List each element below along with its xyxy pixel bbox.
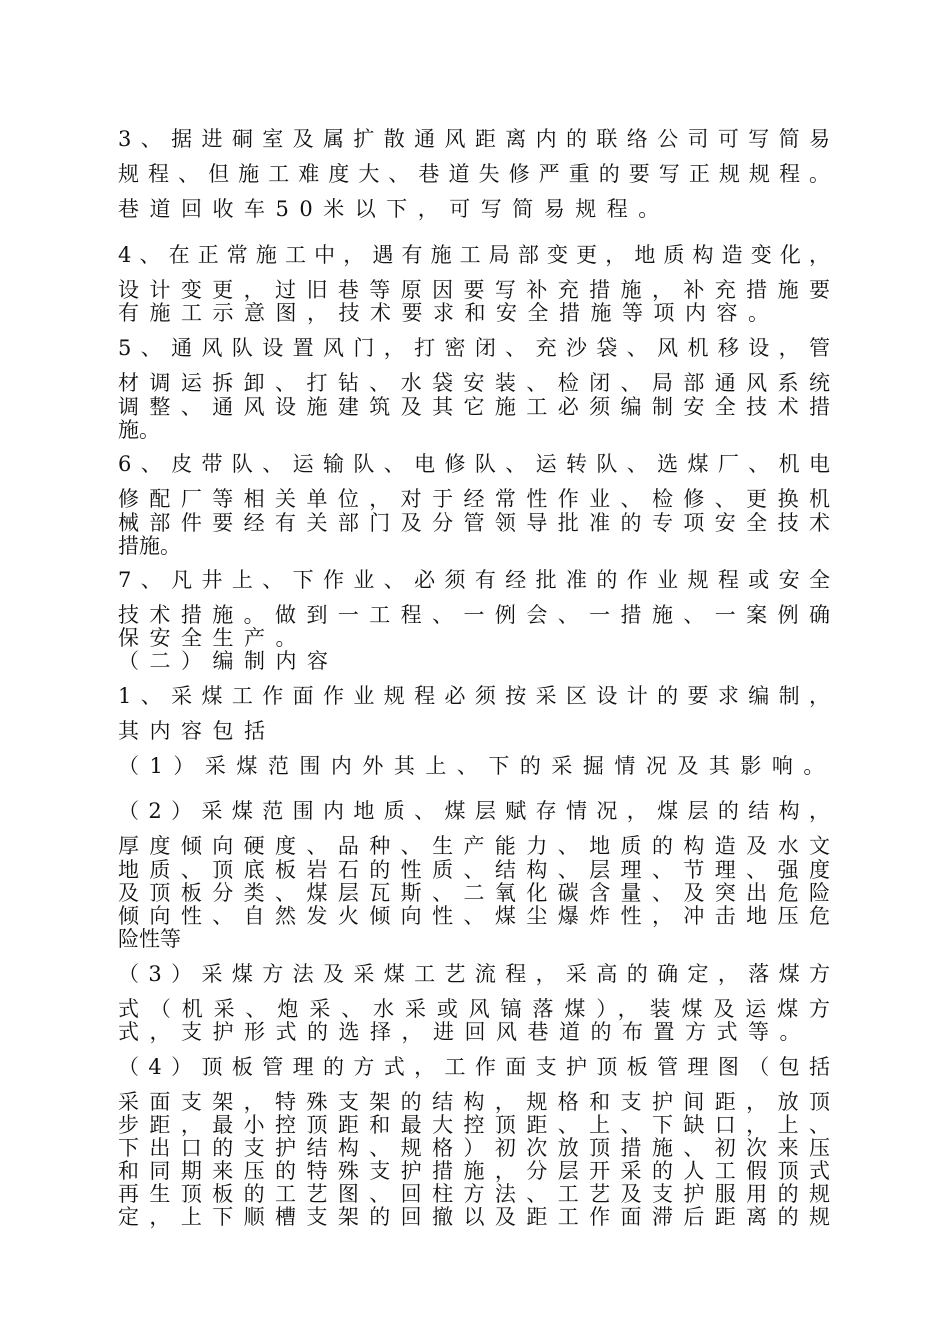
text-line: 设计变更，过旧巷等原因要写补充措施，补充措施要	[118, 278, 830, 302]
text-line: 材调运拆卸、打钻、水袋安装、检闭、局部通风系统	[118, 371, 830, 395]
text-line: 7、凡井上、下作业、必须有经批准的作业规程或安全	[118, 568, 830, 592]
text-line: 1、采煤工作面作业规程必须按采区设计的要求编制，	[118, 684, 830, 708]
text-line: 保安全生产。	[118, 626, 307, 650]
text-line: 险性等	[118, 927, 181, 951]
text-line: 倾向性、自然发火倾向性、煤尘爆炸性，冲击地压危	[118, 904, 830, 928]
text-line: 6、皮带队、运输队、电修队、运转队、选煤厂、机电	[118, 452, 830, 476]
text-line: 规程、但施工难度大、巷道失修严重的要写正规规程。	[118, 162, 830, 186]
text-line: 及顶板分类、煤层瓦斯、二氧化碳含量、及突出危险	[118, 881, 830, 905]
text-line: 有施工示意图，技术要求和安全措施等项内容。	[118, 301, 780, 325]
text-line: 步距，最小控顶距和最大控顶距、上、下缺口，上、	[118, 1113, 830, 1137]
text-line: 技术措施。做到一工程、一例会、一措施、一案例确	[118, 603, 830, 627]
text-line: （4）顶板管理的方式，工作面支护顶板管理图（包括	[118, 1055, 830, 1079]
text-line: 施。	[118, 418, 160, 442]
text-line: 采面支架，特殊支架的结构，规格和支护间距，放顶	[118, 1090, 830, 1114]
text-line: 和同期来压的特殊支护措施，分层开采的人工假顶式	[118, 1159, 830, 1183]
text-line: 修配厂等相关单位，对于经常性作业、检修、更换机	[118, 487, 830, 511]
text-line: 再生顶板的工艺图、回柱方法、工艺及支护服用的规	[118, 1182, 830, 1206]
text-line: 下出口的支护结构、规格）初次放顶措施、初次来压	[118, 1136, 830, 1160]
text-line: 械部件要经有关部门及分管领导批准的专项安全技术	[118, 511, 830, 535]
text-line: 3、据进硐室及属扩散通风距离内的联络公司可写简易	[118, 127, 830, 151]
text-line: 5、通风队设置风门，打密闭、充沙袋、风机移设，管	[118, 336, 830, 360]
section-heading: （二）编制内容	[118, 649, 339, 673]
text-line: （2）采煤范围内地质、煤层赋存情况，煤层的结构，	[118, 799, 830, 823]
text-line: 式，支护形式的选择，进回风巷道的布置方式等。	[118, 1020, 811, 1044]
text-line: 地质、顶底板岩石的性质、结构、层理、节理、强度	[118, 858, 830, 882]
text-line: 4、在正常施工中，遇有施工局部变更，地质构造变化，	[118, 243, 830, 267]
text-line: （3）采煤方法及采煤工艺流程，采高的确定，落煤方	[118, 962, 830, 986]
text-line: 巷道回收车50米以下，可写简易规程。	[118, 197, 670, 221]
text-line: 定，上下顺槽支架的回撤以及距工作面滞后距离的规	[118, 1205, 830, 1229]
text-line: （1）采煤范围内外其上、下的采掘情况及其影响。	[118, 754, 835, 778]
text-line: 厚度倾向硬度、品种、生产能力、地质的构造及水文	[118, 834, 830, 858]
text-line: 其内容包括	[118, 719, 276, 743]
text-line: 调整、通风设施建筑及其它施工必须编制安全技术措	[118, 395, 830, 419]
text-line: 措施。	[118, 534, 181, 558]
text-line: 式（机采、炮采、水采或风镐落煤），装煤及运煤方	[118, 997, 830, 1021]
